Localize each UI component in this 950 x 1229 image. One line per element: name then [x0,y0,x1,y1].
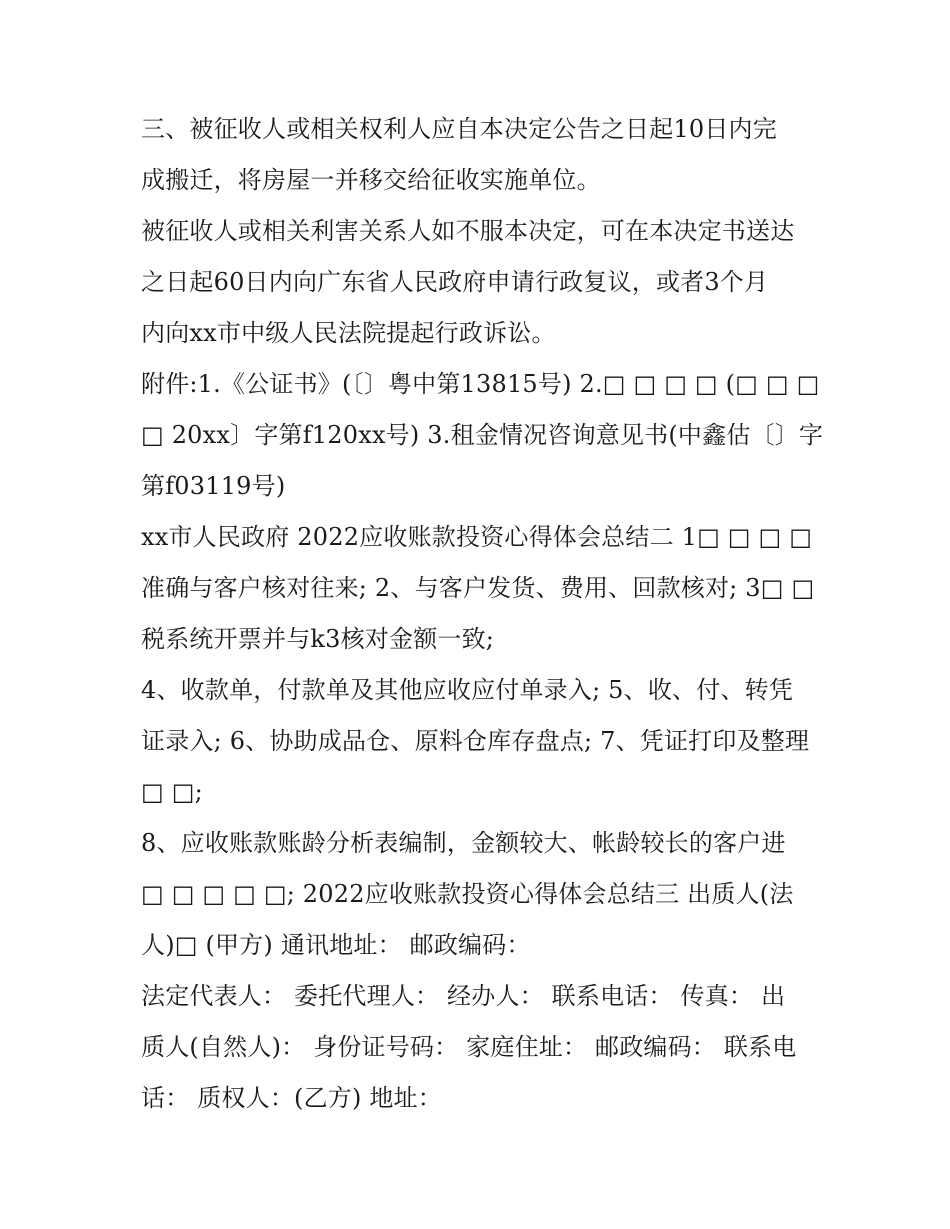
text-line: 附件:1.《公证书》(〔〕粤中第13815号) 2.□ □ □ □ (□ □ □ [141,370,820,398]
text-line: 成搬迁，将房屋一并移交给征收实施单位。 [141,166,601,194]
text-line: 准确与客户核对往来; 2、与客户发货、费用、回款核对; 3□ □ [141,574,815,602]
text-line: xx市人民政府 2022应收账款投资心得体会总结二 1□ □ □ □ [141,523,813,551]
document-body [141,104,824,1124]
text-line: 话： 质权人：(乙方) 地址： [141,1084,442,1112]
text-line: 之日起60日内向广东省人民政府申请行政复议，或者3个月 [141,268,769,296]
text-line: 人)□ (甲方) 通讯地址： 邮政编码： [141,931,531,959]
text-line: 4、收款单，付款单及其他应收应付单录入; 5、收、付、转凭 [141,676,794,704]
text-line: 内向xx市中级人民法院提起行政诉讼。 [141,319,556,347]
text-line: 税系统开票并与k3核对金额一致; [141,625,495,653]
text-line: 被征收人或相关利害关系人如不服本决定，可在本决定书送达 [141,217,795,245]
text-line: 证录入; 6、协助成品仓、原料仓库存盘点; 7、凭证打印及整理 [141,727,810,755]
text-line: □ 20xx〕字第f120xx号) 3.租金情况咨询意见书(中鑫估〔〕字 [141,421,824,449]
text-line: 8、应收账款账龄分析表编制，金额较大、帐龄较长的客户进 [141,829,786,857]
text-line: 法定代表人： 委托代理人： 经办人： 联系电话： 传真： 出 [141,982,786,1010]
text-line: 三、被征收人或相关权利人应自本决定公告之日起10日内完 [141,115,777,143]
text-line: □ □; [141,778,203,806]
text-line: 质人(自然人)： 身份证号码： 家庭住址： 邮政编码： 联系电 [141,1033,797,1061]
text-line: □ □ □ □ □; 2022应收账款投资心得体会总结三 出质人(法 [141,880,794,908]
text-line: 第f03119号) [141,472,286,500]
